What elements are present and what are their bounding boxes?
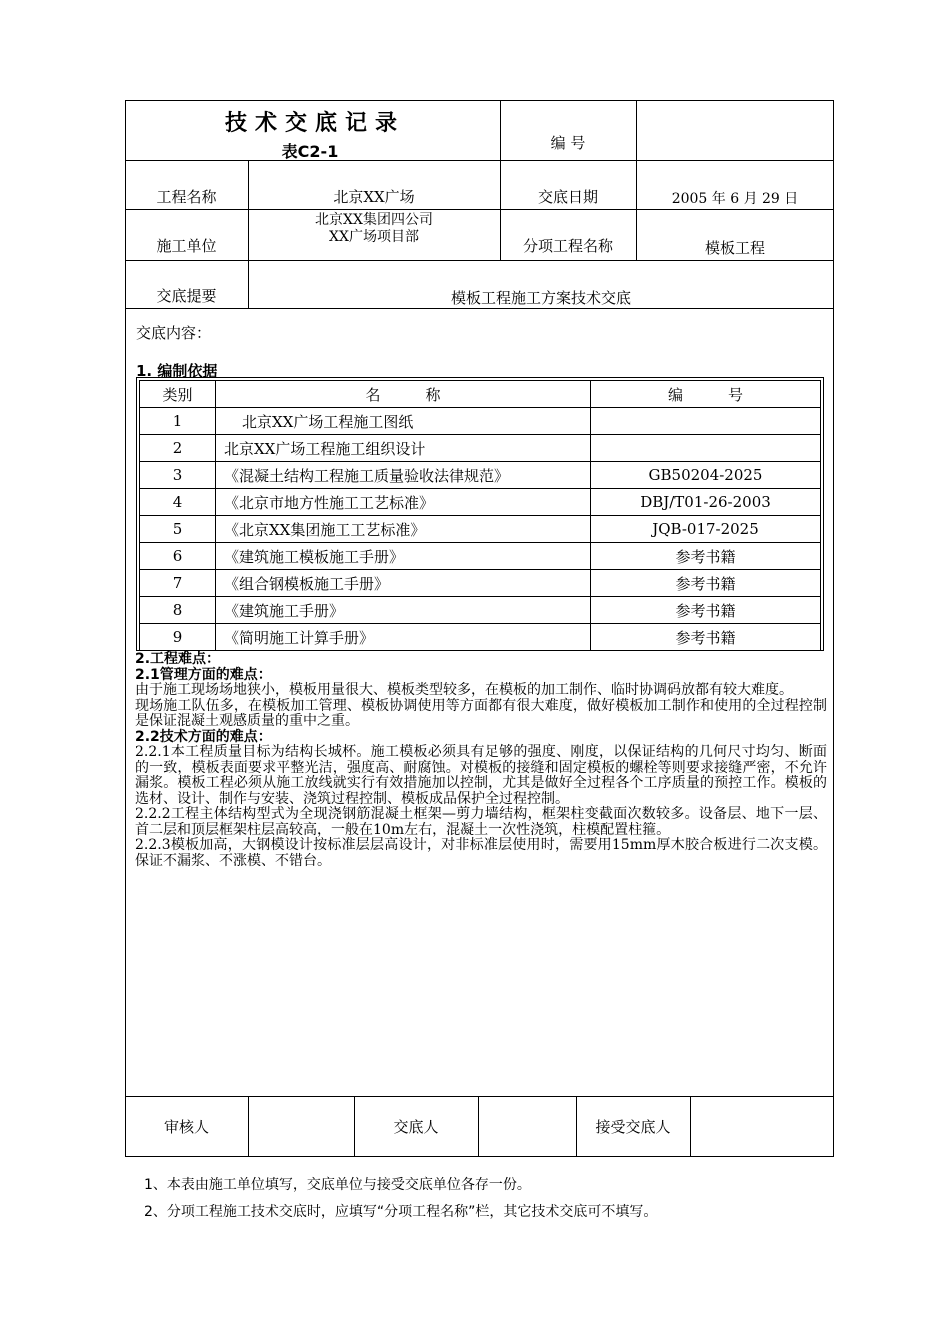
row-name: 《建筑施工手册》	[216, 597, 591, 624]
col-divider	[478, 1096, 479, 1157]
section2-1-heading: 2.1管理方面的难点：	[135, 666, 272, 683]
row-code: 参考书籍	[591, 570, 821, 597]
row-index: 1	[140, 408, 216, 435]
row-code: 参考书籍	[591, 624, 821, 651]
header-category: 类别	[140, 381, 216, 408]
unit-value-line1: 北京XX集团四公司	[315, 212, 433, 228]
row-name: 《组合钢模板施工手册》	[216, 570, 591, 597]
row-index: 9	[140, 624, 216, 651]
project-name-value: 北京XX广场	[333, 188, 415, 206]
row-code: 参考书籍	[591, 597, 821, 624]
section2-2-paragraph: 2.2.2工程主体结构型式为全现浇钢筋混凝土框架—剪力墙结构，框架柱变截面次数较多。设备层、地下一层、首二层和顶层框架柱层高较高，一般在10m左右，混凝土一次性浇筑，柱模配置柱箍。	[135, 806, 827, 838]
receiver-label: 接受交底人	[595, 1118, 671, 1136]
row-index: 6	[140, 543, 216, 570]
row-code: GB50204-2025	[591, 462, 821, 489]
table-row	[140, 624, 821, 651]
sub-project-label: 分项工程名称	[522, 237, 613, 255]
header-code: 编 号	[591, 381, 821, 408]
basis-table	[136, 377, 824, 651]
content-label: 交底内容：	[136, 324, 212, 342]
row-name: 《建筑施工模板施工手册》	[216, 543, 591, 570]
row-index: 7	[140, 570, 216, 597]
footnote: 2、分项工程施工技术交底时，应填写“分项工程名称”栏，其它技术交底可不填写。	[144, 1204, 658, 1220]
footnote: 1、本表由施工单位填写，交底单位与接受交底单位各存一份。	[144, 1177, 531, 1193]
row-index: 3	[140, 462, 216, 489]
table-row	[140, 408, 821, 435]
row-name: 北京XX广场工程施工组织设计	[216, 435, 591, 462]
row-name: 《北京XX集团施工工艺标准》	[216, 516, 591, 543]
row-index: 8	[140, 597, 216, 624]
section2-2-paragraph: 2.2.3模板加高，大钢模设计按标准层层高设计，对非标准层使用时，需要用15mm厚木胶合板进行二次支模。保证不漏浆、不涨模、不错台。	[135, 837, 827, 869]
section2-1-paragraph: 由于施工现场场地狭小，模板用量很大、模板类型较多，在模板的加工制作、临时协调码放都有较大难度。	[135, 682, 793, 698]
project-name-label: 工程名称	[156, 188, 217, 206]
row-code: JQB-017-2025	[591, 516, 821, 543]
sub-project-value: 模板工程	[704, 239, 765, 257]
table-row	[140, 543, 821, 570]
row-index: 5	[140, 516, 216, 543]
row-name: 《混凝土结构工程施工质量验收法律规范》	[216, 462, 591, 489]
row-name: 《简明施工计算手册》	[216, 624, 591, 651]
row-divider	[125, 260, 834, 261]
date-value: 2005 年 6 月 29 日	[671, 191, 799, 207]
table-row	[140, 435, 821, 462]
row-divider	[125, 308, 834, 309]
col-divider	[248, 1096, 249, 1157]
row-code	[591, 408, 821, 435]
table-row	[140, 462, 821, 489]
section2-1-paragraph: 现场施工队伍多，在模板加工管理、模板协调使用等方面都有很大难度，做好模板加工制作和使用的全过程控制是保证混凝土观感质量的重中之重。	[135, 697, 827, 729]
section2-2-paragraph: 2.2.1本工程质量目标为结构长城杯。施工模板必须具有足够的强度、刚度，以保证结构的几何尺寸均匀、断面的一致，模板表面要求平整光洁，强度高、耐腐蚀。对模板的接缝和固定模板的螺栓等则要求接缝严密，不允许漏浆。模板工程必须从施工放线就实行有效措施加以控制，尤其是做好全过程各个工序质量的预控工作。模板的选材、设计、制作与安装、浇筑过程控制、模板成品保护全过程控制。	[135, 744, 827, 807]
table-row	[140, 597, 821, 624]
number-label: 编 号	[550, 134, 586, 152]
table-row	[140, 516, 821, 543]
row-index: 4	[140, 489, 216, 516]
summary-value: 模板工程施工方案技术交底	[450, 289, 631, 307]
date-label: 交底日期	[537, 188, 598, 206]
section1-heading: 1. 编制依据	[136, 362, 218, 380]
unit-value-line2: XX广场项目部	[329, 229, 419, 245]
row-divider	[125, 1096, 834, 1097]
unit-label: 施工单位	[156, 237, 217, 255]
row-code	[591, 435, 821, 462]
form-title: 技术交底记录	[224, 111, 405, 136]
section2	[135, 652, 827, 869]
col-divider	[636, 100, 637, 260]
row-name: 北京XX广场工程施工图纸	[216, 408, 591, 435]
form-code: 表C2-1	[281, 142, 339, 161]
table-header-row	[140, 381, 821, 408]
table-row	[140, 489, 821, 516]
row-code: DBJ/T01-26-2003	[591, 489, 821, 516]
row-index: 2	[140, 435, 216, 462]
section2-2-heading: 2.2技术方面的难点：	[135, 728, 272, 745]
header-name: 名 称	[216, 381, 591, 408]
section2-heading: 2.工程难点：	[135, 651, 221, 667]
summary-label: 交底提要	[156, 287, 217, 305]
reviewer-label: 审核人	[163, 1118, 209, 1136]
row-name: 《北京市地方性施工工艺标准》	[216, 489, 591, 516]
col-divider	[690, 1096, 691, 1157]
table-row	[140, 570, 821, 597]
discloser-label: 交底人	[393, 1118, 439, 1136]
footnotes	[144, 1172, 657, 1226]
row-code: 参考书籍	[591, 543, 821, 570]
